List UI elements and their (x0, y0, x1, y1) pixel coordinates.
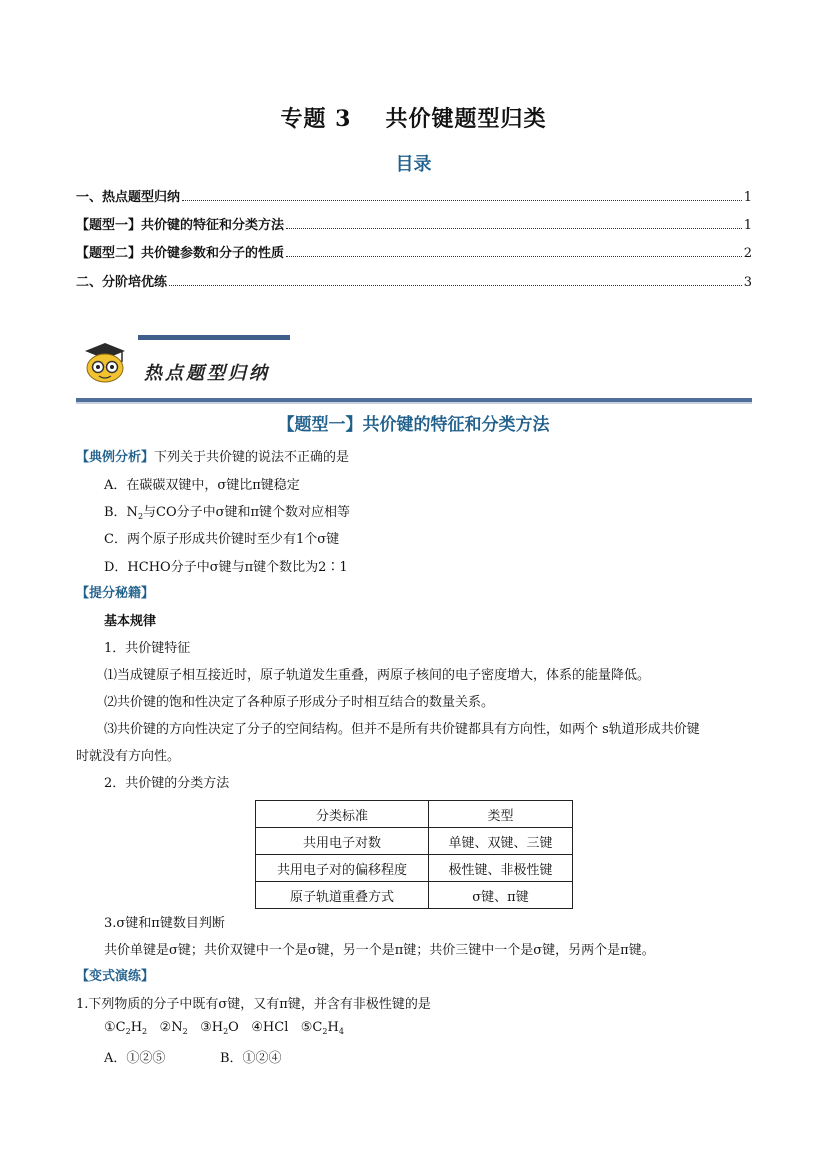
toc-entry-label: 【题型二】共价键参数和分子的性质 (76, 246, 285, 261)
table-cell: 共用电子对数 (256, 828, 429, 855)
option-c: C．两个原子形成共价键时至少有1个σ键 (104, 532, 340, 547)
page-title (0, 102, 827, 133)
classification-table (255, 800, 573, 909)
table-cell: 共用电子对的偏移程度 (256, 855, 429, 882)
table-header-cell: 分类标准 (256, 801, 429, 828)
option-b (104, 501, 350, 521)
rule1-p3a: ⑶共价键的方向性决定了分子的空间结构。但并不是所有共价键都具有方向性，如两个 s轨道形成共价键 (104, 722, 700, 737)
item-1-sub: 2 (125, 1027, 131, 1036)
toc-entry-page: 2 (743, 246, 752, 261)
graduate-mascot-icon (82, 340, 128, 386)
table-row (256, 882, 573, 909)
table-cell: 原子轨道重叠方式 (256, 882, 429, 909)
rule1-heading: 1．共价键特征 (104, 641, 191, 656)
answer-b: B．①②④ (220, 1051, 282, 1066)
item-3: ③H (200, 1020, 224, 1035)
toc-entry-label: 【题型一】共价键的特征和分类方法 (76, 218, 285, 233)
item-1-sub2: 2 (142, 1027, 148, 1036)
table-row (256, 828, 573, 855)
practice-question: 1.下列物质的分子中既有σ键，又有π键，并含有非极性键的是 (76, 997, 431, 1012)
toc-entry-label: 一、热点题型归纳 (76, 190, 181, 205)
example-question (76, 446, 349, 465)
item-3-sub: 2 (223, 1027, 229, 1036)
banner-heading: 热点题型归纳 (144, 363, 270, 384)
toc-entry[interactable] (76, 215, 752, 233)
rules-heading: 基本规律 (104, 614, 157, 629)
option-d: D．HCHO分子中σ键与π键个数比为2∶1 (104, 560, 348, 575)
answer-a: A．①②⑤ (104, 1051, 166, 1066)
item-5-mid: H (327, 1020, 339, 1035)
banner-divider-shadow (76, 402, 752, 404)
table-header-cell: 类型 (429, 801, 573, 828)
toc-entry-page: 1 (743, 218, 752, 233)
item-5-sub2: 4 (338, 1027, 344, 1036)
item-4: ④HCl (251, 1020, 289, 1035)
toc-entry-label: 二、分阶培优练 (76, 275, 168, 290)
practice-items (104, 1020, 344, 1036)
title-left: 专题 3 (280, 106, 352, 132)
toc-heading: 目录 (395, 154, 432, 175)
rule3-text: 共价单键是σ键；共价双键中一个是σ键，另一个是π键；共价三键中一个是σ键，另两个是π键。 (104, 943, 655, 958)
rule2-heading: 2．共价键的分类方法 (104, 776, 230, 791)
table-row (256, 855, 573, 882)
option-a: A．在碳碳双键中，σ键比π键稳定 (104, 478, 300, 493)
item-1: ①C (104, 1020, 126, 1035)
item-3-post: O (228, 1020, 239, 1035)
rule1-p3b: 时就没有方向性。 (76, 749, 181, 764)
rule1-p1: ⑴当成键原子相互接近时，原子轨道发生重叠，两原子核间的电子密度增大，体系的能量降低。 (104, 668, 651, 683)
section-title: 【题型一】共价键的特征和分类方法 (277, 415, 550, 435)
rule1-p2: ⑵共价键的饱和性决定了各种原子形成分子时相互结合的数量关系。 (104, 695, 495, 710)
option-b-pre: B．N (104, 505, 138, 520)
title-right: 共价键题型归类 (385, 106, 547, 132)
table-cell: 单键、双键、三键 (429, 828, 573, 855)
rule3-heading: 3.σ键和π键数目判断 (104, 916, 225, 931)
item-5-sub: 2 (322, 1027, 328, 1036)
toc-entry-page: 3 (743, 275, 752, 290)
toc-entry[interactable] (76, 187, 752, 205)
option-b-post: 与CO分子中σ键和π键个数对应相等 (143, 505, 351, 520)
example-question-text: 下列关于共价键的说法不正确的是 (154, 450, 350, 465)
item-1-mid: H (130, 1020, 143, 1035)
item-2: ②N (159, 1020, 183, 1035)
option-b-sub: 2 (137, 512, 144, 521)
item-2-sub: 2 (182, 1027, 188, 1036)
toc-entry[interactable] (76, 272, 752, 290)
banner-top-bar (138, 335, 290, 340)
example-label: 【典例分析】 (76, 450, 155, 465)
item-5: ⑤C (300, 1020, 323, 1035)
table-cell: σ键、π键 (429, 882, 573, 909)
tips-label: 【提分秘籍】 (76, 586, 155, 601)
table-header-row (256, 801, 573, 828)
practice-label: 【变式演练】 (76, 969, 155, 984)
toc-entry[interactable] (76, 243, 752, 261)
table-cell: 极性键、非极性键 (429, 855, 573, 882)
toc-entry-page: 1 (743, 190, 752, 205)
